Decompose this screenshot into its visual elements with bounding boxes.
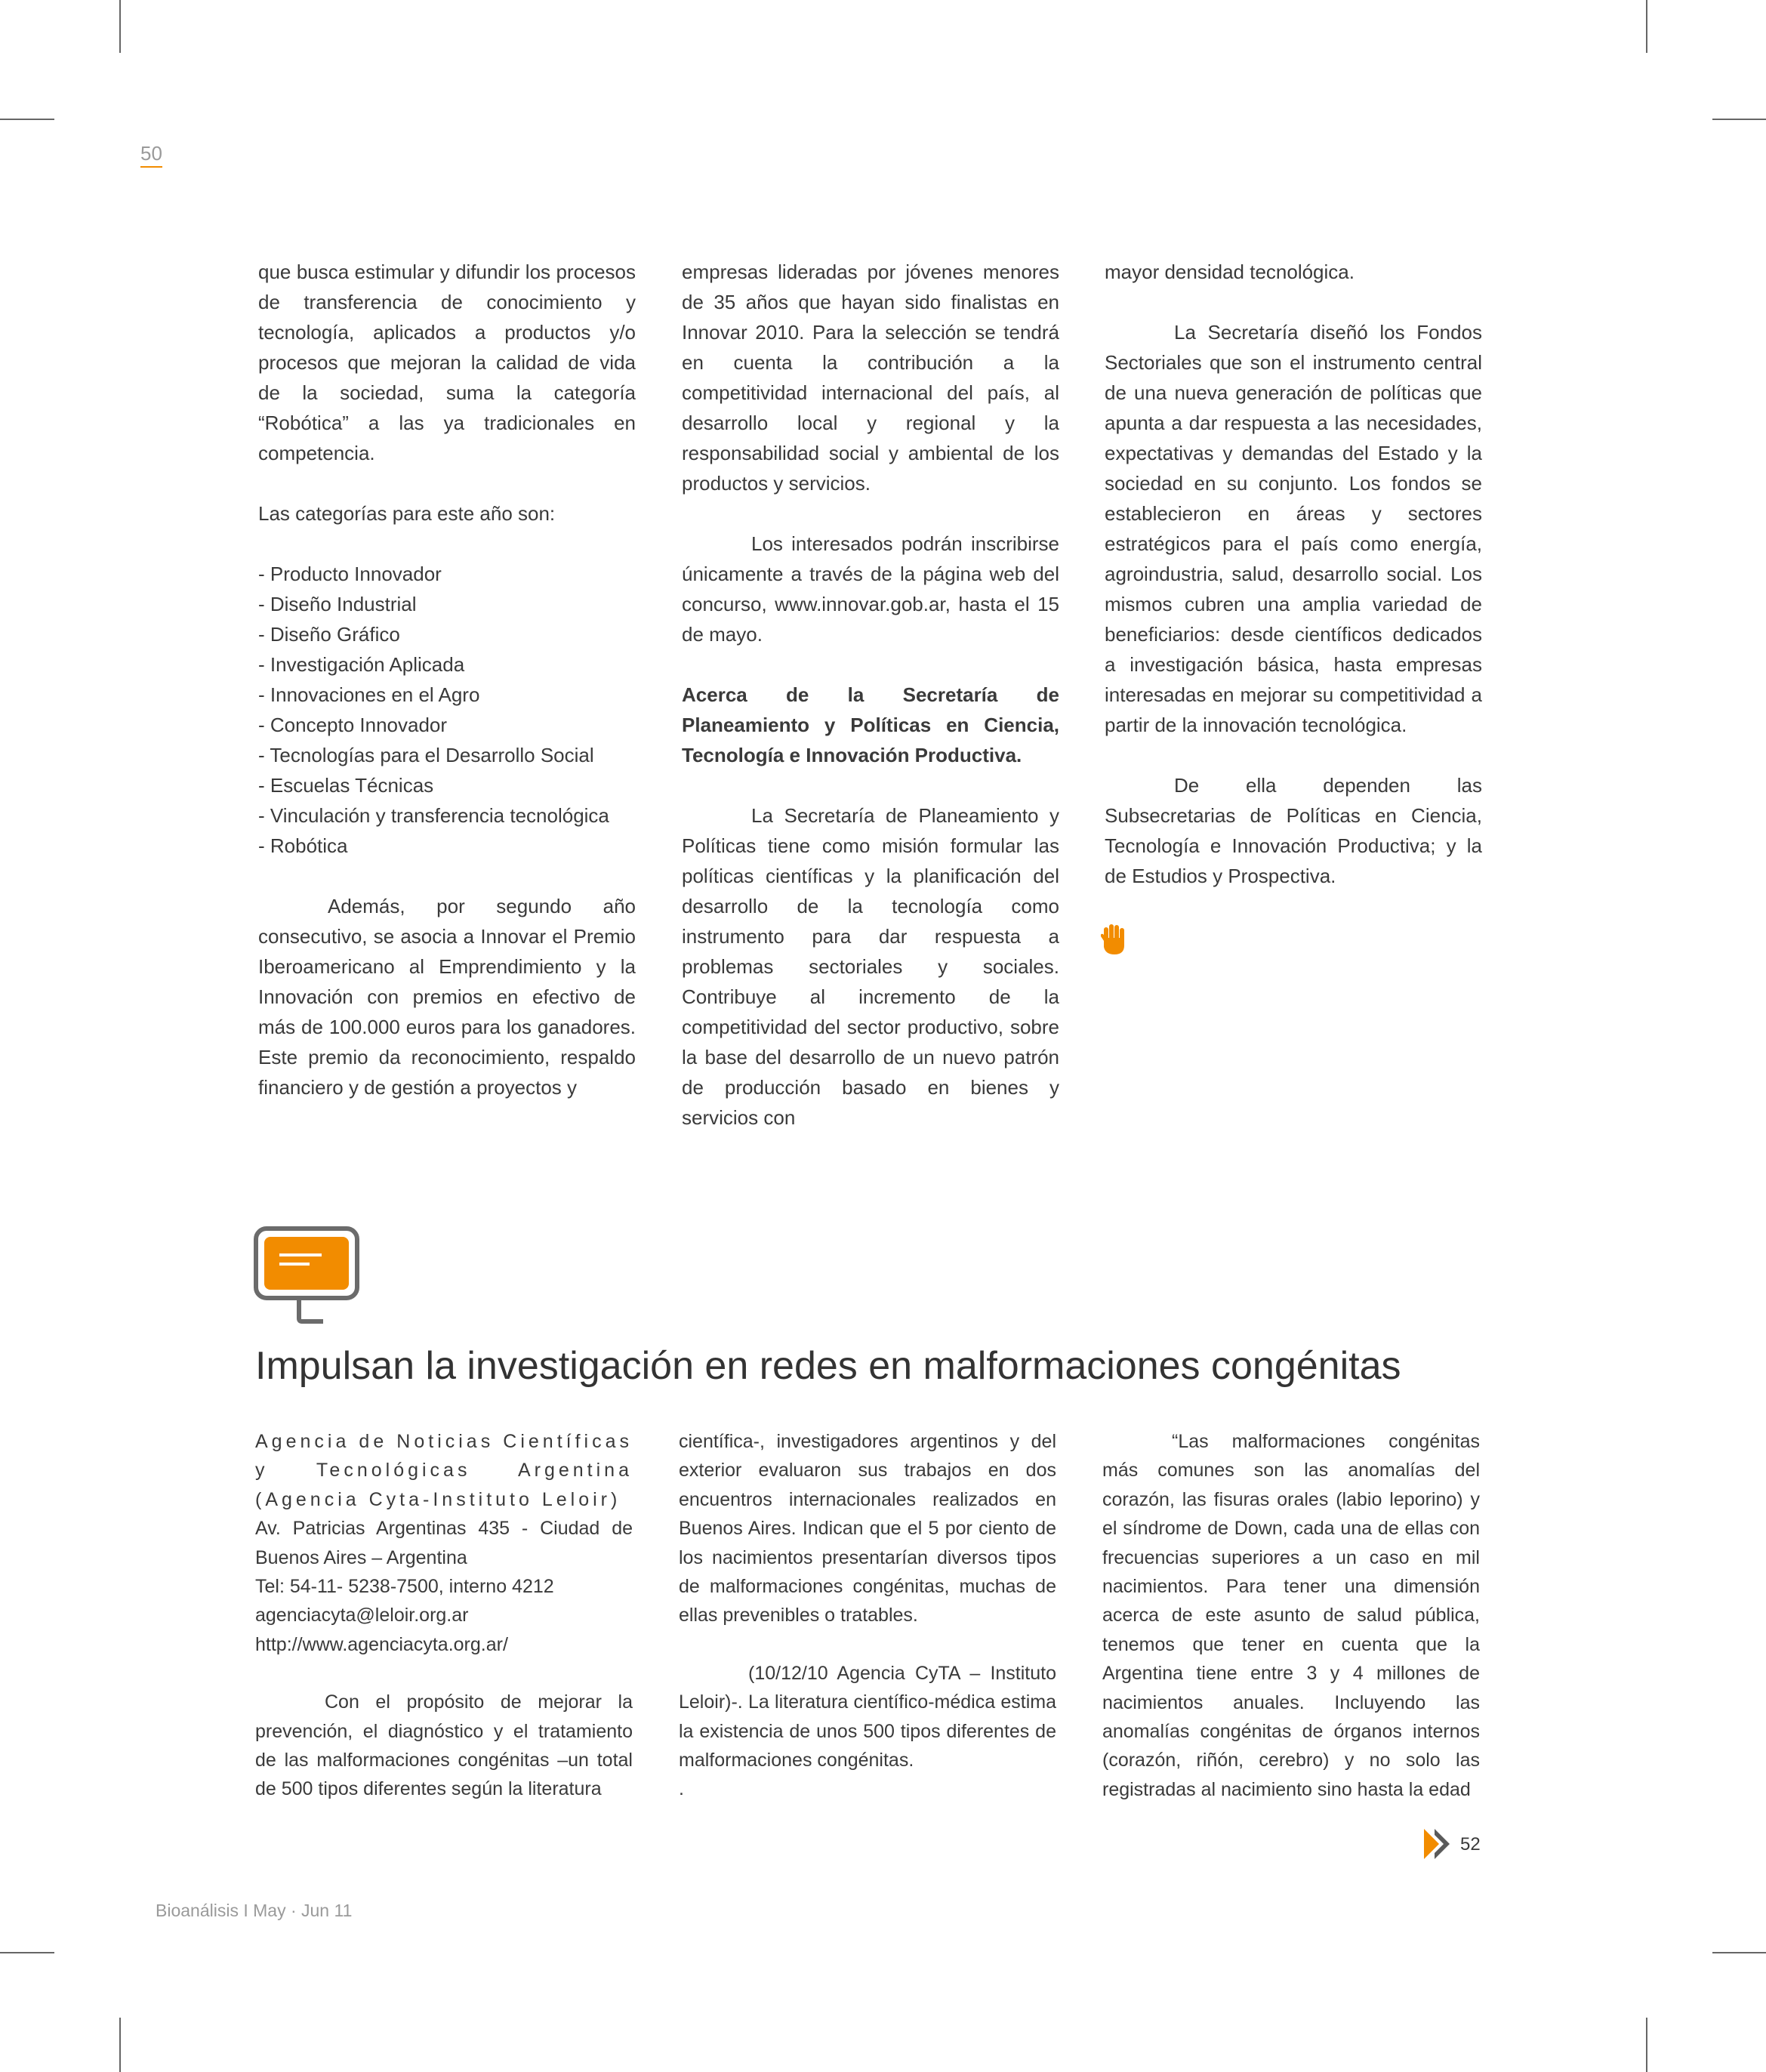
column-1 (258, 257, 636, 1102)
paragraph: Con el propósito de mejorar la prevención, el diagnóstico y el tratamiento de las malformaciones congénitas –un total de 500 tipos diferentes según la literatura (255, 1691, 633, 1800)
article-title: Impulsan la investigación en redes en malformaciones congénitas (255, 1344, 1401, 1388)
article-column-1 (255, 1427, 633, 1804)
crop-mark (119, 2018, 121, 2072)
list-item: - Innovaciones en el Agro (258, 683, 480, 706)
article-column-2 (679, 1427, 1056, 1804)
paragraph: (10/12/10 Agencia CyTA – Instituto Leloir)-. La literatura científico-médica estima la existencia de unos 500 tipos diferentes de malformaciones congénitas. (679, 1662, 1056, 1771)
section-heading: Acerca de la Secretaría de Planeamiento y Políticas en Ciencia, Tecnología e Innovación Productiva. (682, 683, 1059, 766)
list-item: - Producto Innovador (258, 563, 442, 585)
crop-mark (1646, 0, 1647, 53)
paragraph: que busca estimular y difundir los procesos de transferencia de conocimiento y tecnología, aplicados a productos y/o procesos que mejoran la calidad de vida de la sociedad, suma la categoría “Robótica” a las ya tradicionales en competencia. (258, 261, 636, 464)
chat-bubble-icon (254, 1226, 362, 1324)
source-tel: Tel: 54-11- 5238-7500, interno 4212 (255, 1576, 554, 1598)
source-email: agenciacyta@leloir.org.ar (255, 1605, 469, 1626)
article-column-3 (1102, 1427, 1480, 1804)
list-item: - Concepto Innovador (258, 714, 448, 736)
footer-publication: Bioanálisis I May · Jun 11 (156, 1901, 353, 1920)
list-item: - Investigación Aplicada (258, 653, 465, 676)
paragraph: mayor densidad tecnológica. (1105, 261, 1355, 283)
next-page-number[interactable]: 52 (1460, 1834, 1481, 1855)
crop-mark (1712, 1952, 1766, 1953)
crop-mark (1646, 2018, 1647, 2072)
crop-mark (119, 0, 121, 53)
next-arrow-icon[interactable] (1422, 1827, 1456, 1861)
source-web: http://www.agenciacyta.org.ar/ (255, 1633, 508, 1655)
column-3 (1105, 257, 1482, 891)
paragraph: científica-, investigadores argentinos y del exterior evaluaron sus trabajos en dos encuentros internacionales realizados en Buenos Aires. Indican que el 5 por ciento de los nacimientos presentarían diversos tipos de malformaciones congénitas, muchas de ellas prevenibles o tratables. (679, 1431, 1056, 1626)
paragraph-dot: . (679, 1778, 684, 1800)
source-address: Av. Patricias Argentinas 435 - Ciudad de Buenos Aires – Argentina (255, 1518, 633, 1568)
crop-mark (0, 1952, 54, 1953)
list-item: - Vinculación y transferencia tecnológica (258, 804, 609, 827)
paragraph: empresas lideradas por jóvenes menores de 35 años que hayan sido finalistas en Innovar 2010. Para la selección se tendrá en cuenta la contribución a la competitividad internacional del país, al desarrollo local y regional y la responsabilidad social y ambiental de los productos y servicios. (682, 261, 1059, 495)
list-item: - Diseño Industrial (258, 593, 417, 615)
paragraph: La Secretaría de Planeamiento y Políticas tiene como misión formular las políticas científicas y la planificación del desarrollo de la tecnología como instrumento para dar respuesta a problemas sectoriales y sociales. Contribuye al incremento de la competitividad del sector productivo, sobre la base del desarrollo de un nuevo patrón de producción basado en bienes y servicios con (682, 804, 1059, 1129)
paragraph: La Secretaría diseñó los Fondos Sectoriales que son el instrumento central de una nueva generación de políticas que apunta a dar respuesta a las necesidades, expectativas y demandas del Estado y la sociedad en su conjunto. Los fondos se establecieron en áreas y sectores estratégicos para el país como energía, agroindustria, salud, desarrollo social. Los mismos cubren una amplia variedad de beneficiarios: desde científicos dedicados a investigación básica, hasta empresas interesadas en mejorar su competitividad a partir de la innovación tecnológica. (1105, 321, 1482, 736)
crop-mark (0, 119, 54, 120)
source-name: Agencia de Noticias Científicas y Tecnológicas Argentina (Agencia Cyta-Instituto Leloir) (255, 1431, 633, 1510)
paragraph: “Las malformaciones congénitas más comunes son las anomalías del corazón, las fisuras orales (labio leporino) y el síndrome de Down, cada una de ellas con frecuencias superiores a un caso en mil nacimientos. Para tener una dimensión acerca de este asunto de salud pública, tenemos que tener en cuenta que la Argentina tiene entre 3 y 4 millones de nacimientos anuales. Incluyendo las anomalías congénitas de órganos internos (corazón, riñón, cerebro) y no solo las registradas al nacimiento sino hasta la edad (1102, 1431, 1480, 1800)
hand-icon (1101, 923, 1128, 956)
list-item: - Escuelas Técnicas (258, 774, 434, 797)
paragraph: Además, por segundo año consecutivo, se asocia a Innovar el Premio Iberoamericano al Emprendimiento y la Innovación con premios en efectivo de más de 100.000 euros para los ganadores. Este premio da reconocimiento, respaldo financiero y de gestión a proyectos y (258, 895, 636, 1099)
list-item: - Diseño Gráfico (258, 623, 400, 646)
paragraph: Los interesados podrán inscribirse únicamente a través de la página web del concurso, www.innovar.gob.ar, hasta el 15 de mayo. (682, 532, 1059, 646)
page-number: 50 (140, 142, 162, 168)
categories-intro: Las categorías para este año son: (258, 502, 556, 525)
crop-mark (1712, 119, 1766, 120)
paragraph: De ella dependen las Subsecretarias de Políticas en Ciencia, Tecnología e Innovación Productiva; y la de Estudios y Prospectiva. (1105, 774, 1482, 887)
column-2 (682, 257, 1059, 1133)
list-item: - Tecnologías para el Desarrollo Social (258, 744, 594, 766)
list-item: - Robótica (258, 834, 348, 857)
